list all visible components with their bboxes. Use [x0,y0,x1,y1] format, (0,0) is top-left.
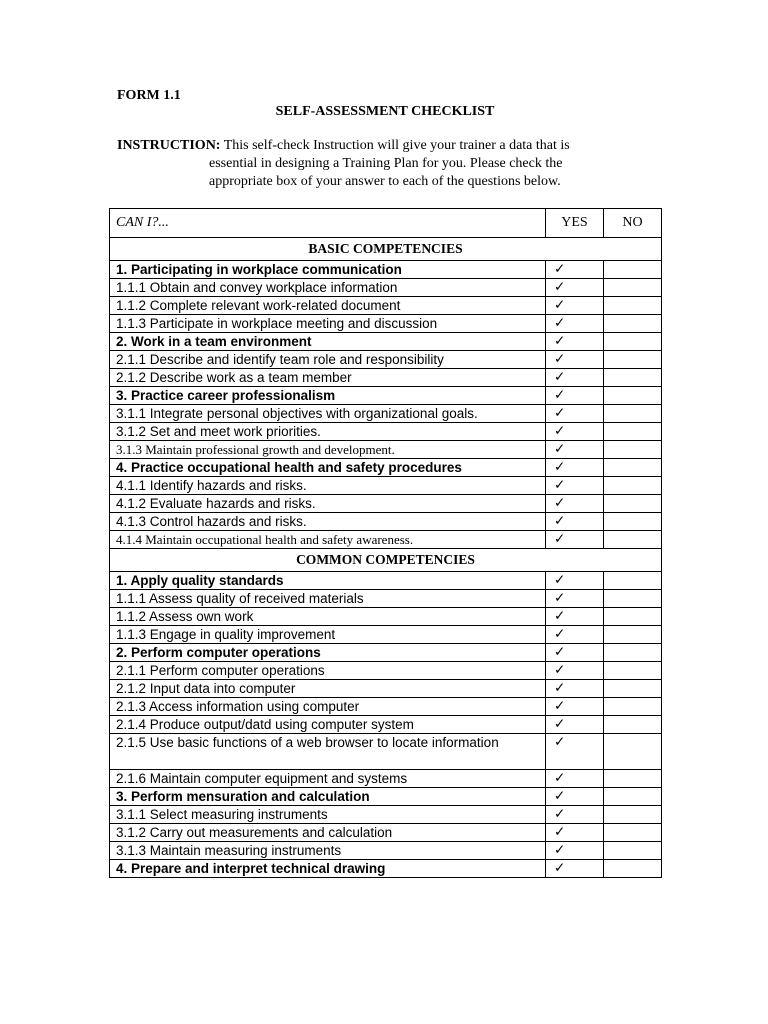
yes-checkbox-cell[interactable] [546,842,604,860]
yes-checkbox-cell[interactable] [546,734,604,770]
competency-title: 1. Participating in workplace communication [110,261,546,279]
competency-item: 4.1.3 Control hazards and risks. [110,513,546,531]
table-row [110,734,662,770]
check-mark-icon: ✓ [554,495,566,511]
yes-checkbox-cell[interactable] [546,824,604,842]
competency-item: 1.1.3 Engage in quality improvement [110,626,546,644]
yes-checkbox-cell[interactable] [546,788,604,806]
check-mark-icon: ✓ [554,572,566,588]
instruction-label: INSTRUCTION: [117,138,221,153]
table-row [110,261,662,279]
competency-item: 2.1.1 Describe and identify team role and responsibility [110,351,546,369]
yes-checkbox-cell[interactable] [546,716,604,734]
competency-title: 1. Apply quality standards [110,572,546,590]
table-row [110,477,662,495]
check-mark-icon: ✓ [554,387,566,403]
competency-item: 1.1.2 Complete relevant work-related document [110,297,546,315]
section-title: COMMON COMPETENCIES [110,549,662,572]
instruction-line-1 [117,137,637,155]
competency-item: 3.1.1 Integrate personal objectives with organizational goals. [110,405,546,423]
no-checkbox-cell[interactable] [604,423,662,441]
check-mark-icon: ✓ [554,441,566,457]
no-checkbox-cell[interactable] [604,369,662,387]
section-header-row [110,549,662,572]
check-mark-icon: ✓ [554,513,566,529]
yes-checkbox-cell[interactable] [546,495,604,513]
no-checkbox-cell[interactable] [604,405,662,423]
check-mark-icon: ✓ [554,333,566,349]
check-mark-icon: ✓ [554,806,566,822]
check-mark-icon: ✓ [554,369,566,385]
column-header-question: CAN I?... [110,209,546,238]
no-checkbox-cell[interactable] [604,716,662,734]
table-row [110,495,662,513]
instruction-line-2: essential in designing a Training Plan for you. Please check the [209,156,563,171]
no-checkbox-cell[interactable] [604,495,662,513]
competency-item: 3.1.2 Set and meet work priorities. [110,423,546,441]
instruction-text-1: This self-check Instruction will give your trainer a data that is [220,138,570,153]
table-row [110,441,662,459]
yes-checkbox-cell[interactable] [546,770,604,788]
yes-checkbox-cell[interactable] [546,860,604,878]
check-mark-icon: ✓ [554,698,566,714]
table-row [110,459,662,477]
competency-item: 2.1.4 Produce output/datd using computer system [110,716,546,734]
no-checkbox-cell[interactable] [604,842,662,860]
yes-checkbox-cell[interactable] [546,261,604,279]
yes-checkbox-cell[interactable] [546,644,604,662]
table-row [110,590,662,608]
no-checkbox-cell[interactable] [604,333,662,351]
table-row [110,860,662,878]
no-checkbox-cell[interactable] [604,441,662,459]
yes-checkbox-cell[interactable] [546,387,604,405]
check-mark-icon: ✓ [554,459,566,475]
instruction-line-3: appropriate box of your answer to each of the questions below. [209,174,561,189]
no-checkbox-cell[interactable] [604,387,662,405]
table-row [110,626,662,644]
check-mark-icon: ✓ [554,405,566,421]
table-row [110,644,662,662]
check-mark-icon: ✓ [554,770,566,786]
section-title: BASIC COMPETENCIES [110,238,662,261]
competency-title: 3. Perform mensuration and calculation [110,788,546,806]
competency-item: 3.1.3 Maintain professional growth and development. [110,441,546,459]
table-row [110,513,662,531]
yes-checkbox-cell[interactable] [546,423,604,441]
no-checkbox-cell[interactable] [604,531,662,549]
check-mark-icon: ✓ [554,423,566,439]
check-mark-icon: ✓ [554,315,566,331]
no-checkbox-cell[interactable] [604,261,662,279]
no-checkbox-cell[interactable] [604,824,662,842]
yes-checkbox-cell[interactable] [546,531,604,549]
yes-checkbox-cell[interactable] [546,279,604,297]
check-mark-icon: ✓ [554,351,566,367]
table-row [110,405,662,423]
table-row [110,788,662,806]
competency-item: 4.1.4 Maintain occupational health and safety awareness. [110,531,546,549]
no-checkbox-cell[interactable] [604,788,662,806]
yes-checkbox-cell[interactable] [546,680,604,698]
competency-title: 4. Prepare and interpret technical drawing [110,860,546,878]
competency-item: 1.1.2 Assess own work [110,608,546,626]
column-header-yes: YES [546,209,604,238]
no-checkbox-cell[interactable] [604,459,662,477]
yes-checkbox-cell[interactable] [546,459,604,477]
table-row [110,387,662,405]
check-mark-icon: ✓ [554,297,566,313]
competency-item: 3.1.3 Maintain measuring instruments [110,842,546,860]
table-row [110,680,662,698]
competency-title: 3. Practice career professionalism [110,387,546,405]
no-checkbox-cell[interactable] [604,513,662,531]
yes-checkbox-cell[interactable] [546,369,604,387]
no-checkbox-cell[interactable] [604,644,662,662]
check-mark-icon: ✓ [554,824,566,840]
table-row [110,279,662,297]
table-row [110,531,662,549]
competency-item: 2.1.1 Perform computer operations [110,662,546,680]
table-row [110,842,662,860]
check-mark-icon: ✓ [554,860,566,876]
competency-item: 4.1.2 Evaluate hazards and risks. [110,495,546,513]
section-header-row [110,238,662,261]
no-checkbox-cell[interactable] [604,279,662,297]
competency-title: 4. Practice occupational health and safety procedures [110,459,546,477]
competency-item: 2.1.3 Access information using computer [110,698,546,716]
instruction-block [117,137,637,191]
document-title-text: SELF-ASSESSMENT CHECKLIST [275,104,495,119]
check-mark-icon: ✓ [554,590,566,606]
document-title [0,104,768,120]
no-checkbox-cell[interactable] [604,315,662,333]
competency-item: 2.1.2 Describe work as a team member [110,369,546,387]
yes-checkbox-cell[interactable] [546,626,604,644]
no-checkbox-cell[interactable] [604,572,662,590]
no-checkbox-cell[interactable] [604,770,662,788]
competency-item: 3.1.2 Carry out measurements and calculation [110,824,546,842]
check-mark-icon: ✓ [554,662,566,678]
yes-checkbox-cell[interactable] [546,662,604,680]
no-checkbox-cell[interactable] [604,806,662,824]
no-checkbox-cell[interactable] [604,698,662,716]
check-mark-icon: ✓ [554,279,566,295]
competency-title: 2. Perform computer operations [110,644,546,662]
table-row [110,423,662,441]
table-row [110,698,662,716]
no-checkbox-cell[interactable] [604,608,662,626]
yes-checkbox-cell[interactable] [546,441,604,459]
competency-item: 1.1.3 Participate in workplace meeting and discussion [110,315,546,333]
form-number: FORM 1.1 [117,88,181,103]
yes-checkbox-cell[interactable] [546,513,604,531]
table-row [110,608,662,626]
check-mark-icon: ✓ [554,608,566,624]
yes-checkbox-cell[interactable] [546,333,604,351]
check-mark-icon: ✓ [554,716,566,732]
column-header-no: NO [604,209,662,238]
no-checkbox-cell[interactable] [604,662,662,680]
table-row [110,806,662,824]
table-row [110,770,662,788]
table-row [110,315,662,333]
check-mark-icon: ✓ [554,644,566,660]
check-mark-icon: ✓ [554,626,566,642]
table-row [110,297,662,315]
competency-item: 2.1.2 Input data into computer [110,680,546,698]
yes-checkbox-cell[interactable] [546,608,604,626]
yes-checkbox-cell[interactable] [546,806,604,824]
yes-checkbox-cell[interactable] [546,405,604,423]
no-checkbox-cell[interactable] [604,626,662,644]
no-checkbox-cell[interactable] [604,860,662,878]
check-mark-icon: ✓ [554,788,566,804]
table-row [110,572,662,590]
no-checkbox-cell[interactable] [604,680,662,698]
no-checkbox-cell[interactable] [604,351,662,369]
check-mark-icon: ✓ [554,261,566,277]
no-checkbox-cell[interactable] [604,477,662,495]
check-mark-icon: ✓ [554,680,566,696]
competency-item: 1.1.1 Assess quality of received materials [110,590,546,608]
competency-item: 2.1.5 Use basic functions of a web browser to locate information [110,734,546,770]
competency-title: 2. Work in a team environment [110,333,546,351]
competency-item: 3.1.1 Select measuring instruments [110,806,546,824]
check-mark-icon: ✓ [554,531,566,547]
table-row [110,369,662,387]
header-row [110,209,662,238]
yes-checkbox-cell[interactable] [546,698,604,716]
competency-item: 1.1.1 Obtain and convey workplace information [110,279,546,297]
competency-item: 2.1.6 Maintain computer equipment and systems [110,770,546,788]
table-row [110,333,662,351]
checklist-table [109,208,662,878]
table-row [110,716,662,734]
no-checkbox-cell[interactable] [604,734,662,770]
yes-checkbox-cell[interactable] [546,315,604,333]
yes-checkbox-cell[interactable] [546,477,604,495]
yes-checkbox-cell[interactable] [546,590,604,608]
no-checkbox-cell[interactable] [604,590,662,608]
check-mark-icon: ✓ [554,842,566,858]
yes-checkbox-cell[interactable] [546,297,604,315]
no-checkbox-cell[interactable] [604,297,662,315]
yes-checkbox-cell[interactable] [546,572,604,590]
table-row [110,662,662,680]
check-mark-icon: ✓ [554,734,566,750]
competency-item: 4.1.1 Identify hazards and risks. [110,477,546,495]
yes-checkbox-cell[interactable] [546,351,604,369]
table-row [110,351,662,369]
checklist-body [110,209,662,878]
table-row [110,824,662,842]
check-mark-icon: ✓ [554,477,566,493]
